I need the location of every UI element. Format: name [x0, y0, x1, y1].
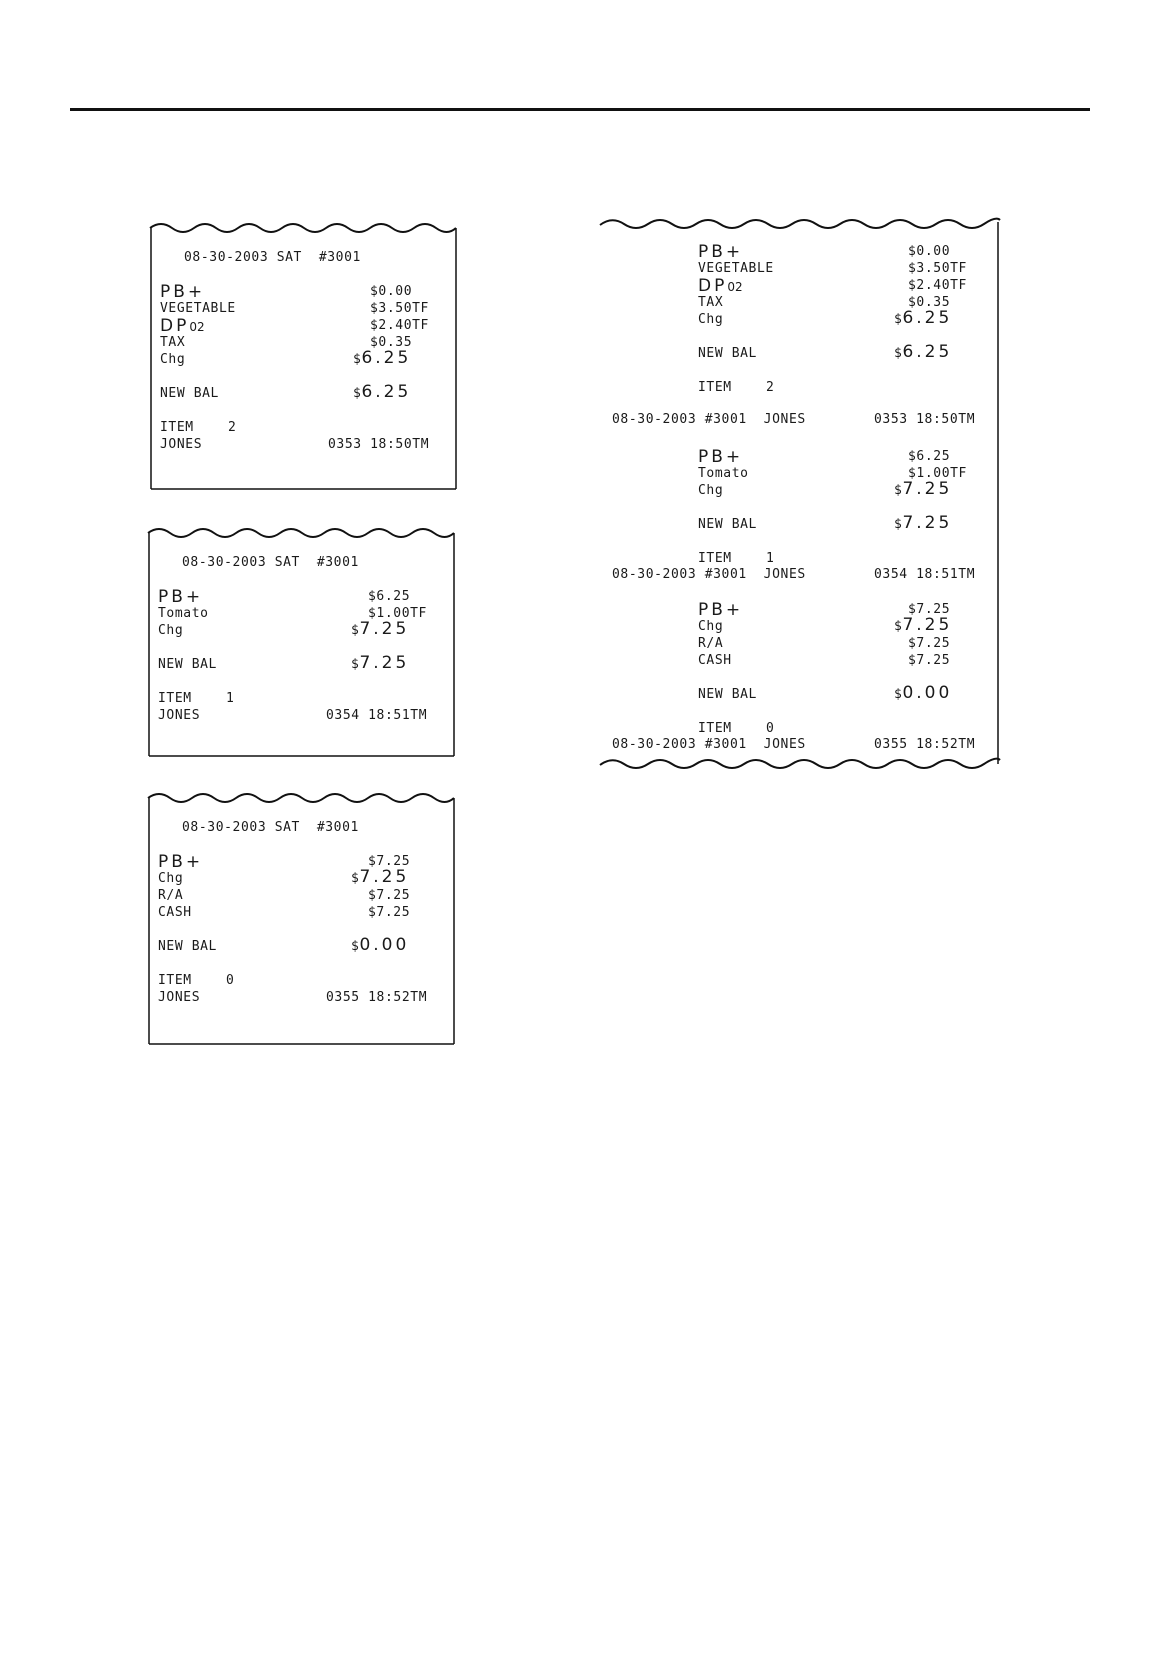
charge-value: 7.25: [359, 867, 410, 887]
receipt-footer: 0355 18:52TM: [326, 990, 428, 1005]
charge-value: 7.25: [359, 619, 410, 639]
journal-footer-right: 0353 18:50TM: [874, 412, 976, 427]
journal-footer-left: 08-30-2003 #3001 JONES: [612, 737, 806, 752]
line-label-pb: PB+: [160, 282, 206, 302]
charge-value: 7.25: [902, 615, 953, 635]
clerk-name: JONES: [158, 708, 201, 723]
line-value: $6.25: [908, 449, 951, 464]
new-balance-label: NEW BAL: [160, 386, 219, 401]
line-label: TAX: [698, 295, 724, 310]
dp-number: 02: [727, 280, 743, 294]
line-value: $0.35: [908, 295, 951, 310]
new-balance-value: 6.25: [902, 342, 953, 362]
new-balance-value: 0.00: [359, 935, 410, 955]
currency-symbol: $: [351, 657, 360, 672]
currency-symbol: $: [351, 939, 360, 954]
charge-amount: [894, 310, 952, 328]
charge-amount: [894, 481, 952, 499]
line-label: R/A: [158, 888, 184, 903]
charge-value: 7.25: [902, 479, 953, 499]
charge-amount: [894, 617, 952, 635]
line-value: $1.00TF: [908, 466, 967, 481]
new-balance-label: NEW BAL: [698, 346, 757, 361]
receipt-footer: 0354 18:51TM: [326, 708, 428, 723]
line-label-pb: PB+: [698, 447, 744, 467]
line-value: $6.25: [368, 589, 411, 604]
currency-symbol: $: [894, 619, 903, 634]
journal-footer-right: 0354 18:51TM: [874, 567, 976, 582]
line-value: $2.40TF: [908, 278, 967, 293]
line-value: $3.50TF: [370, 301, 429, 316]
charge-value: 6.25: [361, 348, 412, 368]
new-balance-amount: [351, 655, 409, 673]
item-count: 1: [766, 551, 775, 566]
currency-symbol: $: [894, 346, 903, 361]
line-value: $3.50TF: [908, 261, 967, 276]
dp-number: 02: [189, 320, 205, 334]
currency-symbol: $: [894, 687, 903, 702]
item-label: ITEM: [158, 973, 192, 988]
line-value: $7.25: [908, 653, 951, 668]
line-value: $7.25: [368, 888, 411, 903]
line-value: $0.35: [370, 335, 413, 350]
line-value: $7.25: [368, 905, 411, 920]
new-balance-amount: [894, 685, 952, 703]
new-balance-value: 7.25: [902, 513, 953, 533]
new-balance-label: NEW BAL: [158, 939, 217, 954]
line-label: CASH: [158, 905, 192, 920]
journal-footer-right: 0355 18:52TM: [874, 737, 976, 752]
line-label: CASH: [698, 653, 732, 668]
clerk-name: JONES: [158, 990, 201, 1005]
journal-tape: [600, 214, 1005, 776]
receipt-header: 08-30-2003 SAT #3001: [184, 250, 361, 265]
charge-value: 6.25: [902, 308, 953, 328]
receipt-3: [148, 790, 458, 1045]
line-label: Tomato: [698, 466, 749, 481]
line-value: $0.00: [908, 244, 951, 259]
currency-symbol: $: [351, 871, 360, 886]
new-balance-value: 0.00: [902, 683, 953, 703]
new-balance-label: NEW BAL: [698, 687, 757, 702]
line-label: Chg: [698, 312, 724, 327]
line-label-dp: [160, 318, 205, 335]
new-balance-label: NEW BAL: [698, 517, 757, 532]
new-balance-value: 7.25: [359, 653, 410, 673]
new-balance-label: NEW BAL: [158, 657, 217, 672]
line-label: Chg: [158, 871, 184, 886]
line-label-pb: PB+: [698, 600, 744, 620]
line-value: $7.25: [368, 854, 411, 869]
currency-symbol: $: [894, 312, 903, 327]
item-label: ITEM: [158, 691, 192, 706]
new-balance-amount: [353, 384, 411, 402]
currency-symbol: $: [353, 386, 362, 401]
item-count: 0: [226, 973, 235, 988]
item-label: ITEM: [160, 420, 194, 435]
line-label: TAX: [160, 335, 186, 350]
currency-symbol: $: [353, 352, 362, 367]
receipt-footer: 0353 18:50TM: [328, 437, 430, 452]
new-balance-value: 6.25: [361, 382, 412, 402]
line-value: $7.25: [908, 602, 951, 617]
line-value: $0.00: [370, 284, 413, 299]
item-label: ITEM: [698, 551, 732, 566]
item-count: 1: [226, 691, 235, 706]
receipt-1: [150, 220, 460, 490]
line-label: Chg: [698, 483, 724, 498]
line-label-pb: PB+: [158, 852, 204, 872]
line-label: Chg: [158, 623, 184, 638]
dp-label: DP: [698, 276, 728, 296]
line-value: $2.40TF: [370, 318, 429, 333]
line-value: $7.25: [908, 636, 951, 651]
currency-symbol: $: [894, 517, 903, 532]
line-label: Chg: [160, 352, 186, 367]
new-balance-amount: [351, 937, 409, 955]
new-balance-amount: [894, 515, 952, 533]
journal-footer-left: 08-30-2003 #3001 JONES: [612, 412, 806, 427]
line-label: R/A: [698, 636, 724, 651]
currency-symbol: $: [351, 623, 360, 638]
clerk-name: JONES: [160, 437, 203, 452]
item-count: 2: [228, 420, 237, 435]
currency-symbol: $: [894, 483, 903, 498]
line-label-pb: PB+: [698, 242, 744, 262]
new-balance-amount: [894, 344, 952, 362]
receipt-header: 08-30-2003 SAT #3001: [182, 555, 359, 570]
dp-label: DP: [160, 316, 190, 336]
receipt-header: 08-30-2003 SAT #3001: [182, 820, 359, 835]
line-label-pb: PB+: [158, 587, 204, 607]
line-label: Chg: [698, 619, 724, 634]
line-value: $1.00TF: [368, 606, 427, 621]
item-label: ITEM: [698, 380, 732, 395]
line-label: VEGETABLE: [160, 301, 236, 316]
item-count: 0: [766, 721, 775, 736]
page-top-rule: [70, 108, 1090, 111]
item-count: 2: [766, 380, 775, 395]
charge-amount: [351, 869, 409, 887]
line-label: Tomato: [158, 606, 209, 621]
journal-footer-left: 08-30-2003 #3001 JONES: [612, 567, 806, 582]
charge-amount: [351, 621, 409, 639]
charge-amount: [353, 350, 411, 368]
receipt-2: [148, 525, 458, 757]
line-label: VEGETABLE: [698, 261, 774, 276]
item-label: ITEM: [698, 721, 732, 736]
line-label-dp: [698, 278, 743, 295]
